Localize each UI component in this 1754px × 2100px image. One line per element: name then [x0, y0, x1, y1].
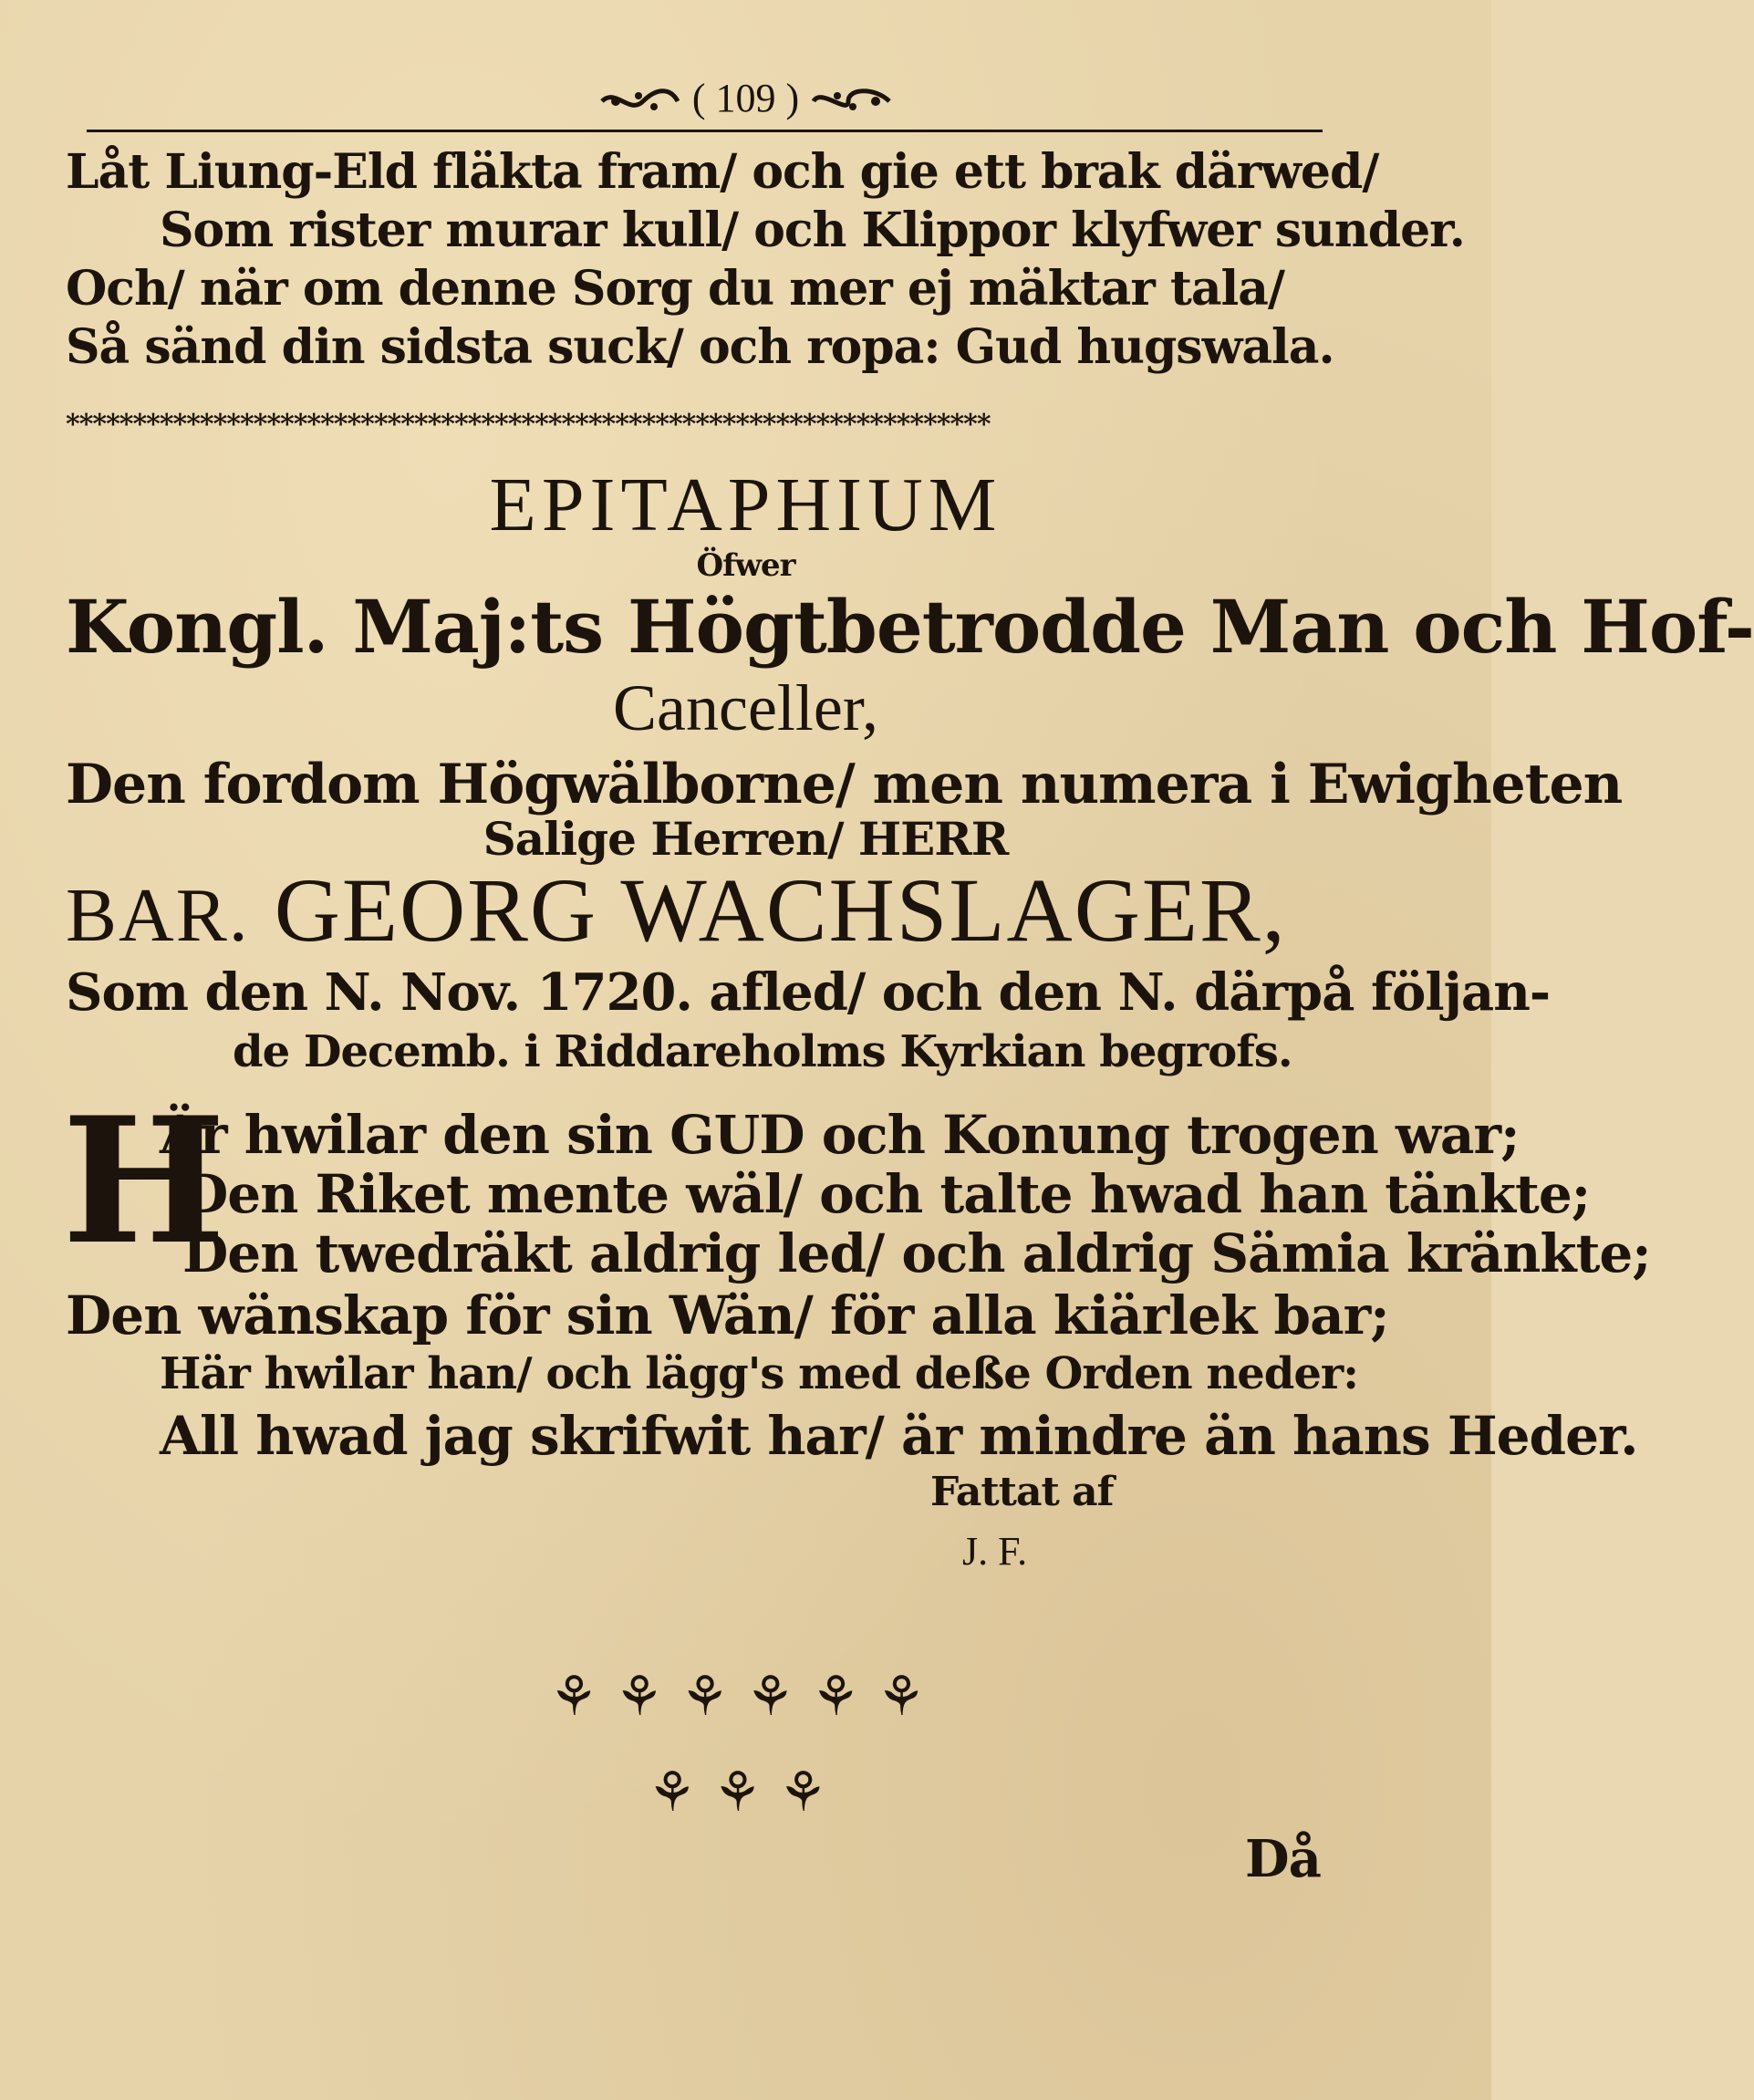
- title-line-1: Kongl. Maj:ts Högtbetrodde Man och Hof-: [66, 584, 1754, 670]
- signature-initials: J. F.: [962, 1529, 1028, 1574]
- title-line-6: de Decemb. i Riddareholms Kyrkian begrofs.: [233, 1026, 1292, 1077]
- deceased-name: [66, 858, 1287, 962]
- star-divider: *********************************************************************: [66, 409, 991, 441]
- title-line-2: Canceller,: [613, 671, 878, 744]
- verse-line-3: Och/ när om denne Sorg du mer ej mäktar tala/: [66, 261, 1284, 317]
- fleuron-row-1: ⚘⚘⚘⚘⚘⚘: [549, 1665, 942, 1729]
- name-text: GEORG WACHSLAGER,: [274, 859, 1287, 961]
- poem-line-2: Den Riket mente wäl/ och talte hwad han tänkte;: [182, 1163, 1591, 1225]
- poem-line-4: Den wänskap för sin Wän/ för alla kiärlek bar;: [66, 1284, 1389, 1346]
- poem-line-3: Den twedräkt aldrig led/ och aldrig Sämia kränkte;: [182, 1222, 1651, 1284]
- title-line-3: Den fordom Högwälborne/ men numera i Ewigheten: [66, 753, 1623, 816]
- poem-line-1: Är hwilar den sin GUD och Konung trogen war;: [160, 1104, 1520, 1166]
- fleuron-row-2: ⚘⚘⚘: [647, 1761, 845, 1825]
- right-ornament-icon: [812, 83, 894, 120]
- title-line-4: Salige Herren/ HERR: [483, 812, 1009, 866]
- page-header: [0, 75, 1491, 121]
- title-bar: BAR.: [66, 873, 250, 958]
- catchword: Då: [1245, 1829, 1321, 1889]
- poem-line-6: All hwad jag skrifwit har/ är mindre än hans Heder.: [160, 1405, 1638, 1467]
- verse-line-4: Så sänd din sidsta suck/ och ropa: Gud hugswala.: [66, 319, 1334, 375]
- ofwer-label: Öfwer: [696, 547, 795, 584]
- signature-fattat: Fattat af: [930, 1469, 1114, 1515]
- header-rule: [87, 130, 1323, 132]
- verse-line-2: Som rister murar kull/ och Klippor klyfwer sunder.: [160, 203, 1465, 258]
- verse-line-1: Låt Liung-Eld fläkta fram/ och gie ett brak därwed/: [66, 144, 1379, 200]
- page-number: ( 109 ): [691, 76, 800, 120]
- epitaph-heading: EPITAPHIUM: [489, 463, 1002, 547]
- left-ornament-icon: [597, 83, 680, 120]
- poem-line-5: Här hwilar han/ och lägg's med deße Orden neder:: [160, 1348, 1358, 1399]
- title-line-5: Som den N. Nov. 1720. afled/ och den N. därpå följan-: [66, 962, 1551, 1023]
- dropcap-letter: H: [62, 1079, 225, 1283]
